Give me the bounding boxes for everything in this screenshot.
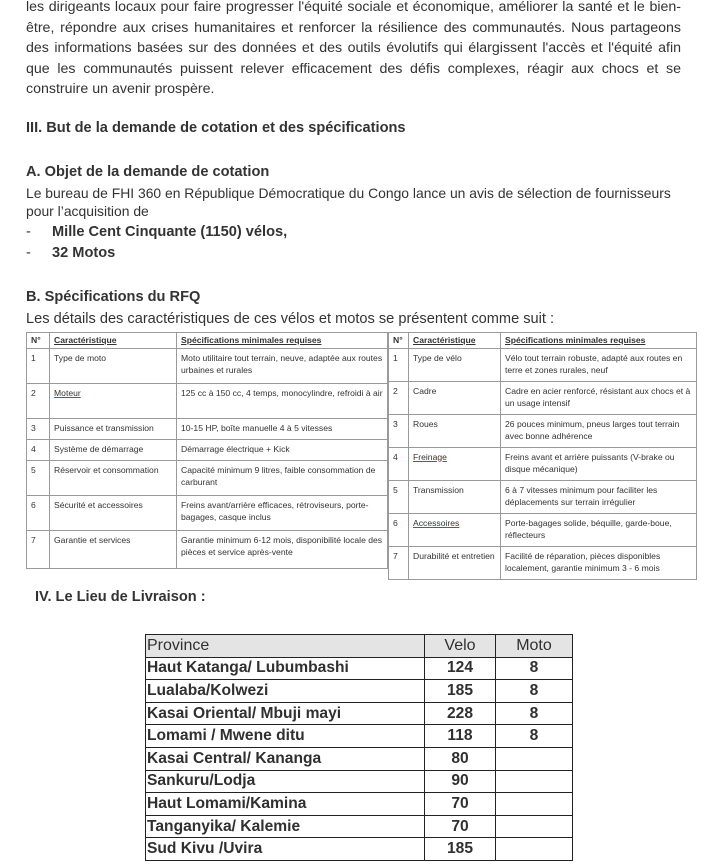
table-row — [27, 495, 388, 530]
delivery-row — [146, 793, 573, 816]
bullet-text: 32 Motos — [52, 245, 116, 261]
cell-moto — [496, 770, 573, 793]
header-specifications: Spécifications minimales requises — [177, 333, 388, 349]
row-specification: Capacité minimum 9 litres, faible consommation de carburant — [177, 460, 388, 495]
row-characteristic: Accessoires — [409, 513, 501, 546]
moto-spec-table — [26, 332, 388, 569]
row-number: 4 — [27, 439, 50, 460]
row-characteristic: Freinage — [409, 447, 501, 480]
row-number: 5 — [27, 460, 50, 495]
delivery-header-row — [146, 635, 573, 658]
cell-province: Kasai Central/ Kananga — [146, 747, 425, 770]
cell-velo: 124 — [425, 657, 496, 680]
table-row — [389, 414, 697, 447]
row-specification: Démarrage électrique + Kick — [177, 439, 388, 460]
table-row — [27, 460, 388, 495]
velo-spec-table — [388, 332, 697, 580]
row-number: 3 — [389, 414, 409, 447]
bullet-dash: - — [26, 224, 31, 240]
table-row — [389, 546, 697, 579]
intro-line: être, répondre aux crises humanitaires et renforcer la résilience des communautés. Nous partageons — [26, 19, 681, 36]
delivery-row — [146, 702, 573, 725]
cell-velo: 90 — [425, 770, 496, 793]
cell-velo: 70 — [425, 793, 496, 816]
table-row — [27, 530, 388, 568]
cell-moto — [496, 747, 573, 770]
header-province: Province — [146, 635, 425, 658]
intro-line: des informations basées sur des données et des outils évolutifs qui élargissent l'accès et l'équité afin — [26, 40, 681, 56]
cell-velo: 228 — [425, 702, 496, 725]
cell-velo: 185 — [425, 680, 496, 703]
intro-line: construire un avenir prospère. — [26, 81, 215, 97]
cell-province: Kasai Oriental/ Mbuji mayi — [146, 702, 425, 725]
table-row — [27, 383, 388, 418]
table-row — [389, 513, 697, 546]
table-row — [27, 439, 388, 460]
cell-moto: 8 — [496, 725, 573, 748]
row-number: 4 — [389, 447, 409, 480]
cell-moto — [496, 793, 573, 816]
row-specification: Moto utilitaire tout terrain, neuve, adaptée aux routes urbaines et rurales — [177, 348, 388, 383]
delivery-row — [146, 815, 573, 838]
bullet-item-velos — [26, 224, 287, 240]
row-specification: 125 cc à 150 cc, 4 temps, monocylindre, refroidi à air — [177, 383, 388, 418]
intro-paragraph — [26, 0, 681, 100]
cell-moto: 8 — [496, 680, 573, 703]
section-a-heading: A. Objet de la demande de cotation — [26, 164, 270, 180]
row-number: 5 — [389, 480, 409, 513]
section-b-text: Les détails des caractéristiques de ces vélos et motos se présentent comme suit : — [26, 311, 555, 327]
section-b-heading: B. Spécifications du RFQ — [26, 289, 201, 305]
row-specification: Freins avant/arrière efficaces, rétroviseurs, porte-bagages, casque inclus — [177, 495, 388, 530]
delivery-row — [146, 725, 573, 748]
bullet-dash: - — [26, 245, 31, 261]
cell-moto: 8 — [496, 657, 573, 680]
cell-province: Lualaba/Kolwezi — [146, 680, 425, 703]
delivery-row — [146, 770, 573, 793]
section-3-heading: III. But de la demande de cotation et des spécifications — [26, 120, 406, 136]
table-row — [389, 348, 697, 381]
row-specification: Cadre en acier renforcé, résistant aux chocs et à un usage intensif — [501, 381, 697, 414]
row-characteristic: Réservoir et consommation — [50, 460, 177, 495]
section-4-heading: IV. Le Lieu de Livraison : — [35, 589, 206, 605]
row-specification: Vélo tout terrain robuste, adapté aux routes en terre et zones rurales, neuf — [501, 348, 697, 381]
row-characteristic: Système de démarrage — [50, 439, 177, 460]
row-characteristic: Roues — [409, 414, 501, 447]
row-number: 3 — [27, 418, 50, 439]
row-characteristic: Garantie et services — [50, 530, 177, 568]
delivery-table — [145, 634, 573, 861]
delivery-row — [146, 657, 573, 680]
row-number: 7 — [27, 530, 50, 568]
intro-line: que les communautés puissent relever efficacement des défis complexes, réagir aux chocs et se — [26, 60, 681, 77]
table-header-row — [389, 333, 697, 349]
row-number: 6 — [389, 513, 409, 546]
row-characteristic: Type de vélo — [409, 348, 501, 381]
header-number: N° — [27, 333, 50, 349]
table-row — [389, 381, 697, 414]
header-number: N° — [389, 333, 409, 349]
row-specification: Freins avant et arrière puissants (V-brake ou disque mécanique) — [501, 447, 697, 480]
row-number: 6 — [27, 495, 50, 530]
cell-velo: 80 — [425, 747, 496, 770]
bullet-text: Mille Cent Cinquante (1150) vélos, — [52, 224, 288, 240]
cell-province: Haut Lomami/Kamina — [146, 793, 425, 816]
delivery-row — [146, 680, 573, 703]
row-characteristic: Moteur — [50, 383, 177, 418]
cell-province: Haut Katanga/ Lubumbashi — [146, 657, 425, 680]
row-characteristic: Durabilité et entretien — [409, 546, 501, 579]
row-specification: Porte-bagages solide, béquille, garde-boue, réflecteurs — [501, 513, 697, 546]
row-specification: 26 pouces minimum, pneus larges tout terrain avec bonne adhérence — [501, 414, 697, 447]
bullet-item-motos — [26, 245, 115, 261]
cell-moto: 8 — [496, 702, 573, 725]
row-characteristic: Type de moto — [50, 348, 177, 383]
row-number: 7 — [389, 546, 409, 579]
row-specification: 10-15 HP, boîte manuelle 4 à 5 vitesses — [177, 418, 388, 439]
table-row — [389, 447, 697, 480]
table-row — [27, 348, 388, 383]
row-number: 2 — [27, 383, 50, 418]
row-number: 1 — [389, 348, 409, 381]
header-specifications: Spécifications minimales requises — [501, 333, 697, 349]
cell-moto — [496, 815, 573, 838]
table-header-row — [27, 333, 388, 349]
header-characteristic: Caractéristique — [409, 333, 501, 349]
cell-moto — [496, 838, 573, 861]
intro-line: les dirigeants locaux pour faire progresser l'équité sociale et économique, améliorer la santé et le bien- — [26, 0, 681, 15]
delivery-row — [146, 747, 573, 770]
row-specification: 6 à 7 vitesses minimum pour faciliter les déplacements sur terrain irrégulier — [501, 480, 697, 513]
cell-province: Tanganyika/ Kalemie — [146, 815, 425, 838]
delivery-row — [146, 838, 573, 861]
cell-province: Sud Kivu /Uvira — [146, 838, 425, 861]
cell-province: Sankuru/Lodja — [146, 770, 425, 793]
cell-velo: 70 — [425, 815, 496, 838]
cell-velo: 185 — [425, 838, 496, 861]
row-characteristic: Sécurité et accessoires — [50, 495, 177, 530]
cell-province: Lomami / Mwene ditu — [146, 725, 425, 748]
section-a-text-line-1: Le bureau de FHI 360 en République Démocratique du Congo lance un avis de sélection de fournisseurs — [26, 185, 671, 201]
row-characteristic: Puissance et transmission — [50, 418, 177, 439]
row-characteristic: Cadre — [409, 381, 501, 414]
header-velo: Velo — [425, 635, 496, 658]
section-a-text-line-2: pour l’acquisition de — [26, 203, 149, 219]
row-specification: Garantie minimum 6-12 mois, disponibilité locale des pièces et service après-vente — [177, 530, 388, 568]
row-number: 2 — [389, 381, 409, 414]
table-row — [27, 418, 388, 439]
row-characteristic: Transmission — [409, 480, 501, 513]
table-row — [389, 480, 697, 513]
row-specification: Facilité de réparation, pièces disponibles localement, garantie minimum 3 - 6 mois — [501, 546, 697, 579]
header-moto: Moto — [496, 635, 573, 658]
header-characteristic: Caractéristique — [50, 333, 177, 349]
cell-velo: 118 — [425, 725, 496, 748]
row-number: 1 — [27, 348, 50, 383]
